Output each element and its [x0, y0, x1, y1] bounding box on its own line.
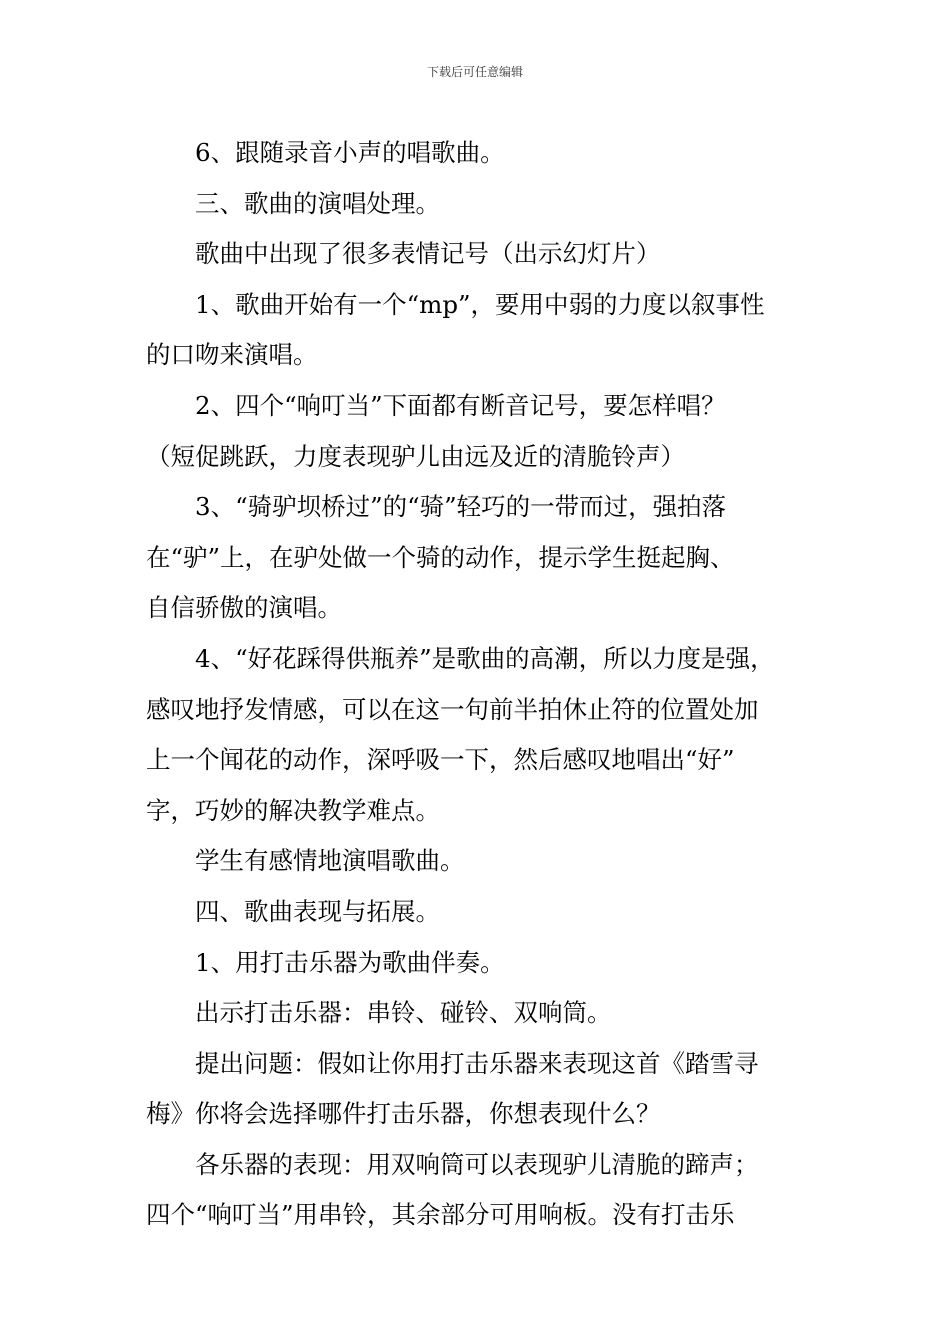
- text-line: 3、“骑驴坝桥过”的“骑”轻巧的一带而过，强拍落: [195, 492, 727, 522]
- text-line: 感叹地抒发情感，可以在这一句前半拍休止符的位置处加: [146, 694, 759, 724]
- text-line: 自信骄傲的演唱。: [146, 593, 342, 623]
- text-line: 梅》你将会选择哪件打击乐器，你想表现什么？: [146, 1099, 661, 1129]
- text-line: 上一个闻花的动作，深呼吸一下，然后感叹地唱出“好”: [146, 745, 735, 775]
- text-line: 各乐器的表现：用双响筒可以表现驴儿清脆的蹄声；: [195, 1149, 759, 1179]
- text-line: 2、四个“响叮当”下面都有断音记号，要怎样唱？: [195, 390, 726, 420]
- text-line: 出示打击乐器：串铃、碰铃、双响筒。: [195, 998, 612, 1028]
- text-line: 歌曲中出现了很多表情记号（出示幻灯片）: [195, 239, 661, 269]
- text-line: 三、歌曲的演唱处理。: [195, 188, 440, 218]
- text-line: 提出问题：假如让你用打击乐器来表现这首《踏雪寻: [195, 1048, 759, 1078]
- text-line: 四个“响叮当”用串铃，其余部分可用响板。没有打击乐: [146, 1200, 735, 1230]
- document-body: [146, 128, 826, 1241]
- text-line: 在“驴”上，在驴处做一个骑的动作，提示学生挺起胸、: [146, 542, 735, 572]
- text-line: 的口吻来演唱。: [146, 340, 318, 370]
- text-line: 1、用打击乐器为歌曲伴奏。: [195, 947, 505, 977]
- page-header-note: 下载后可任意编辑: [426, 65, 523, 79]
- text-line: 4、“好花踩得供瓶养”是歌曲的高潮，所以力度是强，: [195, 643, 775, 673]
- text-line: 1、歌曲开始有一个“mp”，要用中弱的力度以叙事性: [195, 289, 765, 319]
- text-line: 学生有感情地演唱歌曲。: [195, 846, 465, 876]
- text-line: （短促跳跃，力度表现驴儿由远及近的清脆铃声）: [146, 441, 685, 471]
- text-line: 四、歌曲表现与拓展。: [195, 896, 440, 926]
- text-line: 6、跟随录音小声的唱歌曲。: [195, 138, 505, 167]
- text-line: 字，巧妙的解决教学难点。: [146, 795, 440, 825]
